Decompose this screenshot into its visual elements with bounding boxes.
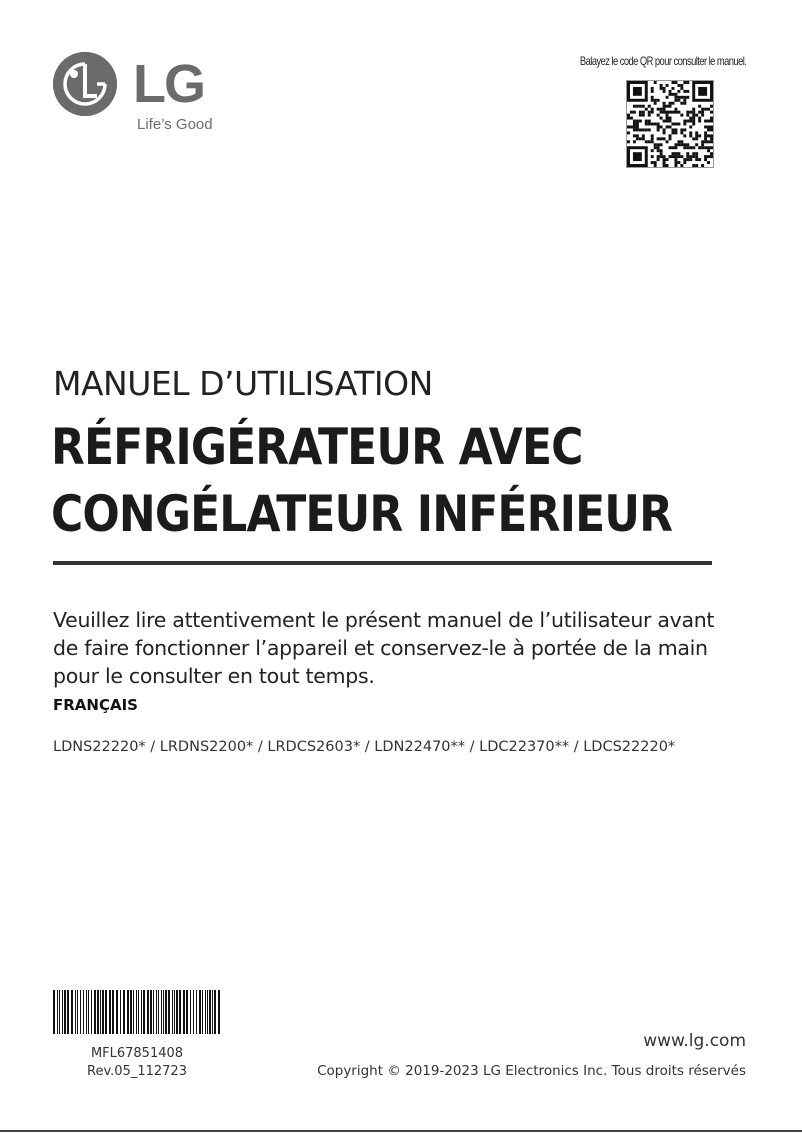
lg-face-logo-icon <box>53 52 117 116</box>
bottom-divider <box>0 1130 802 1132</box>
language-label: FRANÇAIS <box>53 696 138 714</box>
document-type: MANUEL D’UTILISATION <box>53 364 433 403</box>
brand-tagline: Life’s Good <box>137 116 213 133</box>
title-divider <box>53 561 712 565</box>
document-title-line2: CONGÉLATEUR INFÉRIEUR <box>51 485 673 543</box>
document-title-line1: RÉFRIGÉRATEUR AVEC <box>51 418 583 476</box>
qr-code-icon[interactable] <box>626 80 714 168</box>
brand-wordmark: LG <box>133 54 204 114</box>
intro-paragraph: Veuillez lire attentivement le présent manuel de l’utilisateur avant de faire fonctionner l’appareil et conservez-le à portée de la main pour le consulter en tout temps. <box>53 608 715 688</box>
barcode-icon <box>53 990 221 1034</box>
copyright-notice: Copyright © 2019-2023 LG Electronics Inc. Tous droits réservés <box>317 1063 746 1079</box>
lg-logo <box>53 52 233 142</box>
revision-code: Rev.05_112723 <box>87 1064 187 1079</box>
part-number: MFL67851408 <box>90 1046 184 1061</box>
website-link[interactable]: www.lg.com <box>643 1031 746 1051</box>
model-list: LDNS22220* / LRDNS2200* / LRDCS2603* / LDN22470** / LDC22370** / LDCS22220* <box>53 739 676 755</box>
qr-caption: Balayez le code QR pour consulter le manuel. <box>579 54 746 68</box>
